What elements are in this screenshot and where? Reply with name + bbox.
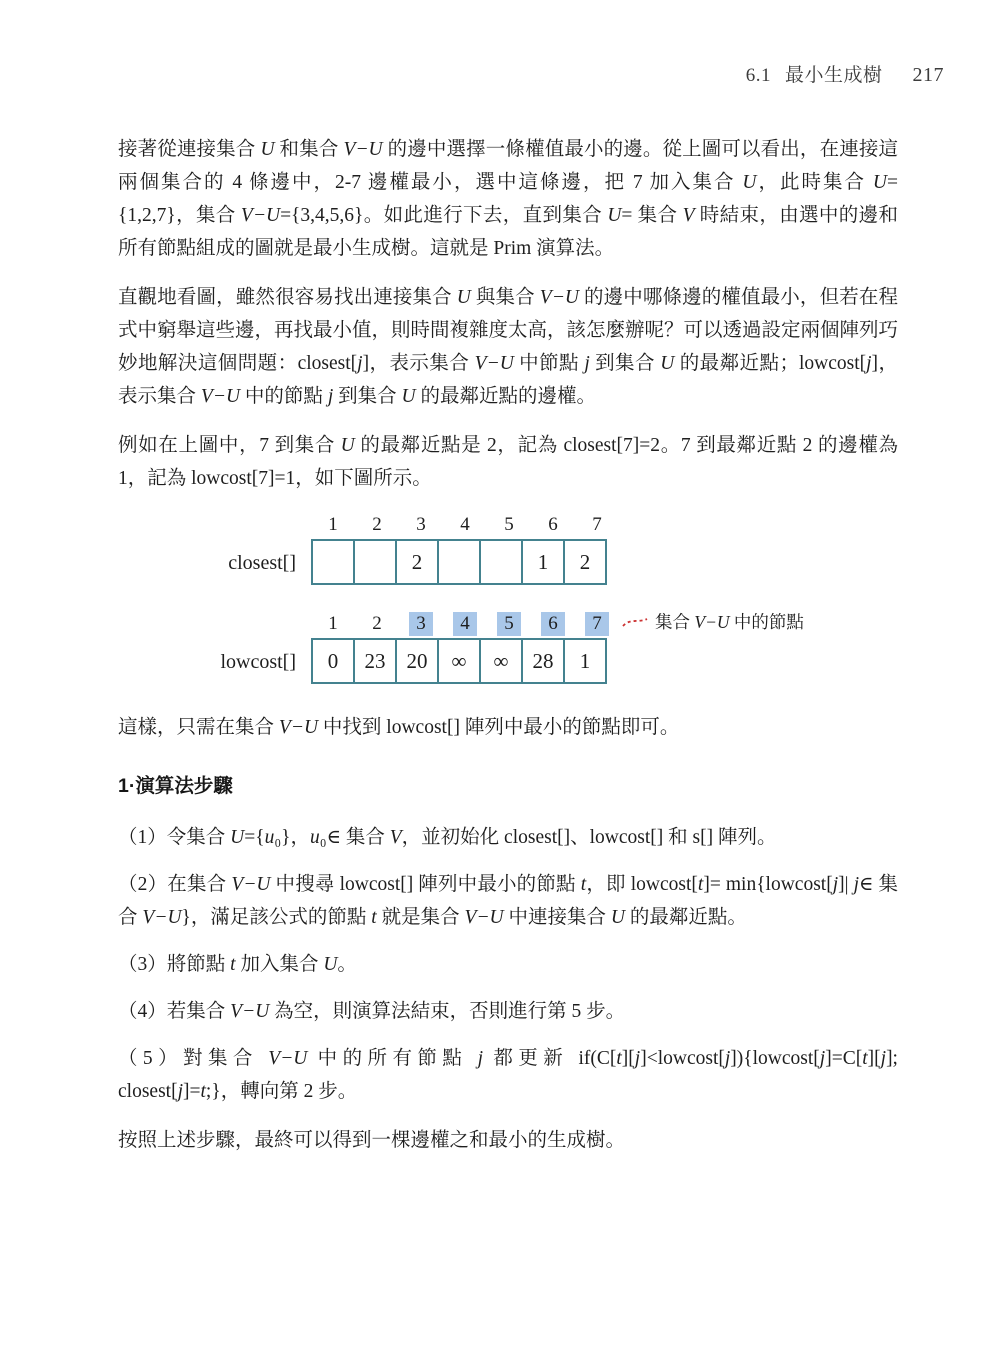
paragraph-example: 例如在上圖中，7 到集合 U 的最鄰近點是 2，記為 closest[7]=2。7 到最鄰近點 2 的邊權為 1，記為 lowcost[7]=1，如下圖所示。: [118, 435, 898, 489]
array-value-cell: 20: [395, 638, 439, 684]
algorithm-step-5: （5）對集合 V−U 中的所有節點 j 都更新 if(C[t][j]<lowcost[j]){lowcost[j]=C[t][j]; closest[j]=t;}，轉向第 2 步。: [118, 1048, 898, 1102]
array-index-cell: 7: [592, 514, 602, 535]
array-index-cell: 2: [372, 613, 382, 634]
paragraph-arrays-explanation: 直觀地看圖，雖然很容易找出連接集合 U 與集合 V−U 的邊中哪條邊的權值最小，但若在程式中窮舉這些邊，再找最小值，則時間複雜度太高，該怎麼辦呢？可以透過設定兩個陣列巧妙地解決這個問題：closest[j]，表示集合 V−U 中節點 j 到集合 U 的最鄰近點；lowcost[j]，表示集合 V−U 中的節點 j 到集合 U 的最鄰近點的邊權。: [118, 287, 899, 407]
array-value-cell: ∞: [437, 638, 481, 684]
lowcost-array-row: [218, 610, 898, 684]
array-index-cell: 1: [328, 514, 338, 535]
arrays-figure: [218, 511, 898, 684]
array-value-cell: 23: [353, 638, 397, 684]
array-index-cell: 3: [416, 514, 426, 535]
closest-array: [311, 511, 619, 585]
page-body: [118, 133, 898, 1173]
array-index-cell: 7: [575, 612, 619, 636]
array-value-cell: [353, 539, 397, 585]
array-value-cell: 1: [563, 638, 607, 684]
dashed-arrow-icon: [622, 614, 648, 630]
array-value-cell: 0: [311, 638, 355, 684]
section-title: 最小生成樹: [784, 65, 883, 86]
array-value-cell: ∞: [479, 638, 523, 684]
section-number: 6.1: [745, 65, 771, 86]
algorithm-step-4: （4）若集合 V−U 為空，則演算法結束，否則進行第 5 步。: [118, 1001, 626, 1022]
array-value-cell: 2: [563, 539, 607, 585]
array-index-cell: 2: [372, 514, 382, 535]
algorithm-step-2: （2）在集合 V−U 中搜尋 lowcost[] 陣列中最小的節點 t，即 lowcost[t]= min{lowcost[j]| j∈ 集合 V−U}，滿足該公式的節點 t 就是集合 V−U 中連接集合 U 的最鄰近點。: [118, 874, 898, 928]
paragraph-conclusion: 按照上述步驟，最終可以得到一棵邊權之和最小的生成樹。: [118, 1130, 626, 1151]
algorithm-step-1: （1）令集合 U={u₀}，u₀∈ 集合 V，並初始化 closest[]、lowcost[] 和 s[] 陣列。: [118, 827, 777, 848]
array-index-cell: 5: [487, 612, 531, 636]
array-index-cell: 3: [399, 612, 443, 636]
set-vu-annotation: [622, 609, 804, 634]
closest-array-label: closest[]: [228, 552, 296, 574]
array-value-cell: [479, 539, 523, 585]
lowcost-array: [311, 610, 804, 684]
algorithm-steps-heading: 1·演算法步驟: [118, 775, 233, 797]
paragraph-find-min: 這樣，只需在集合 V−U 中找到 lowcost[] 陣列中最小的節點即可。: [118, 717, 680, 738]
algorithm-step-3: （3）將節點 t 加入集合 U。: [118, 954, 357, 975]
array-index-cell: 1: [328, 613, 338, 634]
array-value-cell: [311, 539, 355, 585]
array-index-cell: 4: [460, 514, 470, 535]
array-value-cell: 2: [395, 539, 439, 585]
array-index-cell: 6: [531, 612, 575, 636]
array-index-cell: 5: [504, 514, 514, 535]
array-value-cell: 28: [521, 638, 565, 684]
array-value-cell: [437, 539, 481, 585]
paragraph-prim-selection: 接著從連接集合 U 和集合 V−U 的邊中選擇一條權值最小的邊。從上圖可以看出，在連接這兩個集合的 4 條邊中，2-7 邊權最小，選中這條邊，把 7 加入集合 U，此時集合 U={1,2,7}，集合 V−U={3,4,5,6}。如此進行下去，直到集合 U= 集合 V 時結束，由選中的邊和所有節點組成的圖就是最小生成樹。這就是 Prim 演算法。: [118, 139, 898, 259]
set-vu-annotation-label: 集合 V−U 中的節點: [655, 612, 804, 632]
array-value-cell: 1: [521, 539, 565, 585]
page-number: 217: [912, 64, 944, 86]
array-index-cell: 6: [548, 514, 558, 535]
array-index-cell: 4: [443, 612, 487, 636]
closest-array-row: [218, 511, 898, 585]
lowcost-array-label: lowcost[]: [220, 651, 296, 673]
page-header: [746, 60, 944, 87]
